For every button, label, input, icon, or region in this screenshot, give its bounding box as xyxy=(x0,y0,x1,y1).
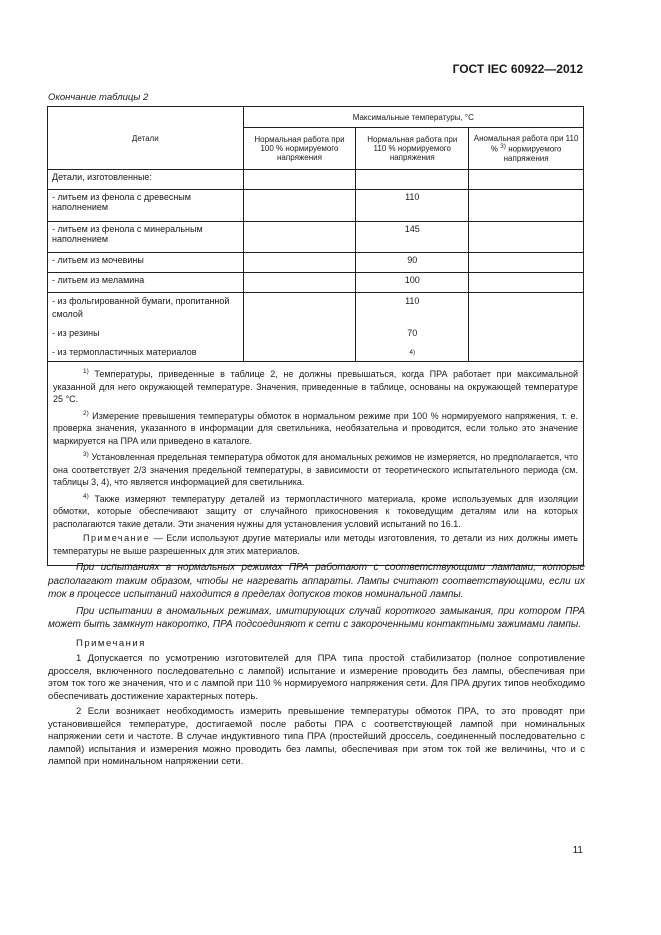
table-footnotes: $^{1)}$ Температуры, приведенные в таблице 2, не должны превышаться, когда ПРА работает при максимальной указанной для него окружающей температуре. Значения, приведенные в таблице, основаны на окружающей температуре 25 °С. $^{2)}$ Измерение превышения температуры обмоток в нормальном режиме при 100 % нормируемого напряжения, т. е. проверка значения, указанного в информации для светильника, необязательна и проводится, если только это значение маркируется на ПРА или приведено в каталоге. $^{3)}$ Установленная предельная температура обмоток для аномальных режимов не измеряется, но предполагается, что она соответствует 2/3 значения предельной температуры, в зависимости от теоретического испытательного периода (см. таблицы 3, 4), что является информацией для светильника. $^{4)}$ Также измеряют температуру деталей из термопластичного материала, кроме используемых для изоляции обмотки, которые обеспечивают защиту от случайного прикосновения к токоведущим деталям или на которых располагаются такие детали. Эти значения нужны для установления условий испытаний по 16.1. Примечание — Если используют другие материалы или методы изготовления, то детали из них должны иметь температуры не выше разрешенных для этих материалов. xyxy=(48,362,584,566)
table-row: - литьем из фенола с древесным наполнением 110 xyxy=(48,190,584,222)
note-1: 1 Допускается по усмотрению изготовителей для ПРА типа простой стабилизатор (полное сопротивление дросселя, включенного последовательно с лампой) испытание и измерение проводить без лампы, обеспечивая при этом ток того же значения, что и с лампой при 110 % нормируемого напряжения сети. Для ПРА других типов необходимо обеспечивать достижение характерных потерь. xyxy=(48,653,585,702)
col-normal100-header: Нормальная работа при 100 % нормируемого напряжения xyxy=(243,128,356,170)
table-caption: Окончание таблицы 2 xyxy=(48,92,149,103)
table-row: - литьем из мочевины 90 xyxy=(48,253,584,273)
table-row: Детали, изготовленные: xyxy=(48,170,584,190)
note-2: 2 Если возникает необходимость измерить превышение температуры обмоток ПРА, то это проводят при установившейся температуре, достигаемой после работы ПРА с соответствующей лампой при номинальных напряжении сети и частоте. В случае индуктивного типа ПРА (простейший дроссель, соединенный последовательно с лампой) испытания и измерения можно проводить без лампы, обеспечивая при этом ток той же величины, что и с лампой при номинальном напряжении сети. xyxy=(48,706,585,767)
temperature-table xyxy=(47,106,584,566)
notes-title: Примечания xyxy=(76,637,146,649)
col-normal110-header: Нормальная работа при 110 % нормируемого напряжения xyxy=(356,128,469,170)
table-row: - литьем из фенола с минеральным наполнением 145 xyxy=(48,222,584,253)
body-text xyxy=(48,561,585,772)
paragraph-abnormal: При испытании в аномальных режимах, имитирующих случай короткого замыкания, при котором ПРА может быть замкнут накоротко, ПРА подсоединяют к сети с закороченными контактными зажимами лампы. xyxy=(48,605,585,630)
table-row-group: - из фольгированной бумаги, пропитанной смолой - из резины - из термопластичных материалов 110 70 4) xyxy=(48,293,584,362)
col-group-header: Максимальные температуры, °С xyxy=(243,107,583,128)
col-abnormal-header: Аномальная работа при 110 % $^{3)}$ нормируемого напряжения xyxy=(469,128,584,170)
page-number: 11 xyxy=(572,845,583,856)
table-row: - литьем из меламина 100 xyxy=(48,273,584,293)
paragraph-normal: При испытаниях в нормальных режимах ПРА работают с соответствующими лампами, которые располагают таким образом, чтобы не нагревать аппараты. Лампы считают соответствующими, если их ток в процессе испытаний находится в пределах допусков токов номинальной лампы. xyxy=(48,562,585,600)
col-details-header: Детали xyxy=(48,107,244,170)
standard-number: ГОСТ IEC 60922—2012 xyxy=(452,62,583,76)
